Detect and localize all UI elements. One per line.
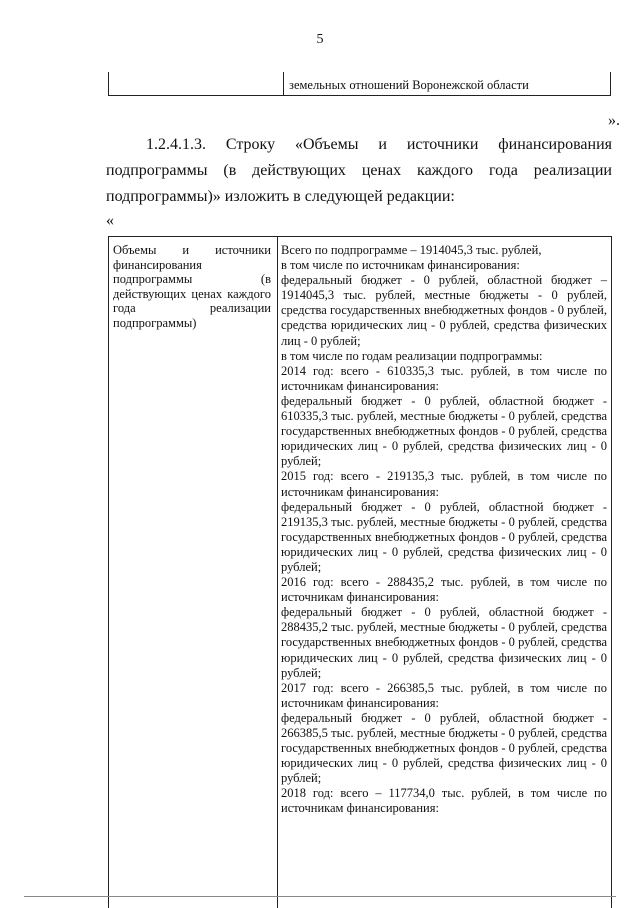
opening-quote: « xyxy=(106,212,114,229)
table-right-line: в том числе по годам реализации подпрограммы: xyxy=(281,348,543,363)
page-number: 5 xyxy=(316,32,324,47)
table-right-line: 2016 год: всего - 288435,2 тыс. рублей, в том числе по источникам финансирования: xyxy=(281,575,607,605)
table-left-cell xyxy=(113,243,271,331)
page-bottom-edge xyxy=(24,896,616,897)
previous-table-cell: земельных отношений Воронежской области xyxy=(289,78,529,92)
closing-quote: ». xyxy=(608,112,620,129)
table-right-line: федеральный бюджет - 0 рублей, областной бюджет – 1914045,3 тыс. рублей, местные бюджеты - 0 рублей, средства государственных внебюджетных фондов - 0 рублей, средства юридических лиц - 0 рублей, средства физических лиц - 0 рублей; xyxy=(281,273,607,348)
table-divider xyxy=(277,237,278,908)
table-right-line: 2017 год: всего - 266385,5 тыс. рублей, в том числе по источникам финансирования: xyxy=(281,680,607,710)
table-right-line: 2014 год: всего - 610335,3 тыс. рублей, в том числе по источникам финансирования: xyxy=(281,363,607,393)
financing-table xyxy=(108,236,612,908)
table-divider xyxy=(283,72,284,95)
table-right-line: федеральный бюджет - 0 рублей, областной бюджет - 288435,2 тыс. рублей, местные бюджеты - 0 рублей, средства государственных внебюджетных фондов - 0 рублей, средства юридических лиц - 0 рублей, средства физических лиц - 0 рублей; xyxy=(281,605,607,680)
table-right-line: 2018 год: всего – 117734,0 тыс. рублей, в том числе по источникам финансирования: xyxy=(281,786,607,816)
left-cell-text: Объемы и источники финансирования подпрограммы (в действующих ценах каждого года реализации подпрограммы) xyxy=(113,243,271,330)
previous-table-fragment xyxy=(108,72,611,96)
amendment-paragraph xyxy=(106,132,612,210)
table-right-cell xyxy=(281,243,607,817)
table-right-line: федеральный бюджет - 0 рублей, областной бюджет - 266385,5 тыс. рублей, местные бюджеты - 0 рублей, средства государственных внебюджетных фондов - 0 рублей, средства юридических лиц - 0 рублей, средства физических лиц - 0 рублей; xyxy=(281,710,607,786)
table-right-line: федеральный бюджет - 0 рублей, областной бюджет - 610335,3 тыс. рублей, местные бюджеты - 0 рублей, средства государственных внебюджетных фондов - 0 рублей, средства юридических лиц - 0 рублей, средства физических лиц - 0 рублей; xyxy=(281,393,607,469)
table-right-line: Всего по подпрограмме – 1914045,3 тыс. рублей, xyxy=(281,243,542,257)
table-right-line: в том числе по источникам финансирования: xyxy=(281,258,520,273)
table-right-line: 2015 год: всего - 219135,3 тыс. рублей, в том числе по источникам финансирования: xyxy=(281,469,607,499)
paragraph-text: Строку «Объемы и источники финансирования подпрограммы (в действующих ценах каждого года реализации подпрограммы)» изложить в следующей редакции: xyxy=(106,136,613,205)
table-right-line: федеральный бюджет - 0 рублей, областной бюджет - 219135,3 тыс. рублей, местные бюджеты - 0 рублей, средства государственных внебюджетных фондов - 0 рублей, средства юридических лиц - 0 рублей, средства физических лиц - 0 рублей; xyxy=(281,499,607,574)
paragraph-number: 1.2.4.1.3. xyxy=(146,136,206,153)
